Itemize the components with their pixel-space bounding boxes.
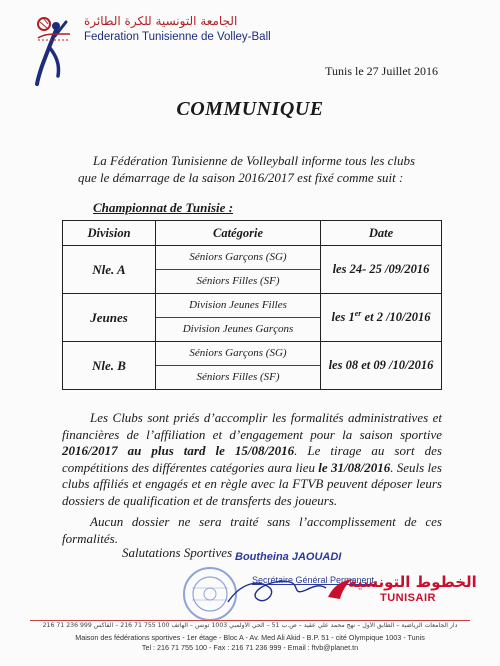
volleyball-player-icon <box>34 12 74 88</box>
deadline-emphasis: 2016/2017 au plus tard le 15/08/2016 <box>62 443 295 459</box>
footer-contact: Tel : 216 71 755 100 - Fax : 216 71 236 999 - Email : ftvb@planet.tn <box>141 643 359 652</box>
table-header-row <box>63 221 442 246</box>
footer-divider <box>30 620 470 621</box>
date-cell <box>321 294 442 342</box>
table-row <box>63 246 442 294</box>
federation-name-fr: Federation Tunisienne de Volley-Ball <box>84 31 271 43</box>
sponsor-name-en: TUNISAIR <box>380 592 436 604</box>
category-item: Séniors Garçons (SG) <box>156 246 320 270</box>
date-superscript: er <box>354 309 362 319</box>
footer-address-fr: Maison des fédérations sportives - 1er étage - Bloc A - Av. Med Ali Akid - B.P. 51 - cité Olympique 1003 - Tunis <box>75 633 425 642</box>
category-cell <box>156 342 321 390</box>
closing-salutation: Salutations Sportives <box>122 545 233 560</box>
date-suffix: et 2 /10/2016 <box>361 310 431 325</box>
division-cell: Nle. A <box>63 246 156 294</box>
body-text: . Le tirage au sort des compétitions des différentes catégories aura lieu <box>62 443 442 475</box>
handwritten-signature-icon <box>214 566 334 612</box>
federation-name-ar: الجامعة التونسية للكرة الطائرة <box>84 14 238 28</box>
footer-address-ar: دار الجامعات الرياضية – الطابق الأول – نهج محمد علي عقيد – ص.ب 51 – الحي الأولمبي 1003 تونس – الهاتف 100 755 71 216 – الفاكس 999 236 71 216 <box>42 622 458 629</box>
draw-date-emphasis: le 31/08/2016 <box>318 459 391 475</box>
header-division: Division <box>63 221 156 246</box>
date-prefix: les 1 <box>331 310 355 325</box>
document-title: COMMUNIQUE <box>176 98 324 120</box>
date-cell: les 24- 25 /09/2016 <box>321 246 442 294</box>
table-row <box>63 342 442 390</box>
signer-role: Secrétaire Général Permanent <box>252 575 375 585</box>
date-cell: les 08 et 09 /10/2016 <box>321 342 442 390</box>
category-cell <box>156 246 321 294</box>
category-cell <box>156 294 321 342</box>
category-item: Division Jeunes Filles <box>156 294 320 318</box>
schedule-table <box>62 220 442 390</box>
body-text: Les Clubs sont priés d’accomplir les formalités administratives et financières de l’affiliation et d’engagement pour la saison sportive <box>62 410 442 442</box>
intro-line-1: La Fédération Tunisienne de Volleyball informe tous les clubs <box>93 153 416 168</box>
division-cell: Nle. B <box>63 342 156 390</box>
table-row <box>63 294 442 342</box>
category-item: Séniors Filles (SF) <box>196 371 280 383</box>
body-paragraph <box>62 410 442 510</box>
intro-paragraph <box>78 152 443 186</box>
division-cell: Jeunes <box>63 294 156 342</box>
category-item: Séniors Filles (SF) <box>196 275 280 287</box>
sponsor-name-ar: الخطوط التونسية <box>348 573 477 591</box>
note-paragraph: Aucun dossier ne sera traité sans l’accomplissement de ces formalités. <box>62 514 442 546</box>
category-item: Division Jeunes Garçons <box>182 323 294 335</box>
category-item: Séniors Garçons (SG) <box>156 342 320 366</box>
header-date: Date <box>321 221 442 246</box>
body-text: . Seuls les clubs affiliés et engagés et en règle avec la FTVB peuvent déposer leurs dossiers de qualification et de transferts des joueurs. <box>62 459 442 508</box>
signer-name: Boutheina JAOUADI <box>235 551 342 563</box>
section-heading: Championnat de Tunisie : <box>93 200 234 215</box>
intro-line-2: que le démarrage de la saison 2016/2017 est fixé comme suit : <box>78 170 404 185</box>
header-category: Catégorie <box>156 221 321 246</box>
document-date: Tunis le 27 Juillet 2016 <box>325 64 438 78</box>
